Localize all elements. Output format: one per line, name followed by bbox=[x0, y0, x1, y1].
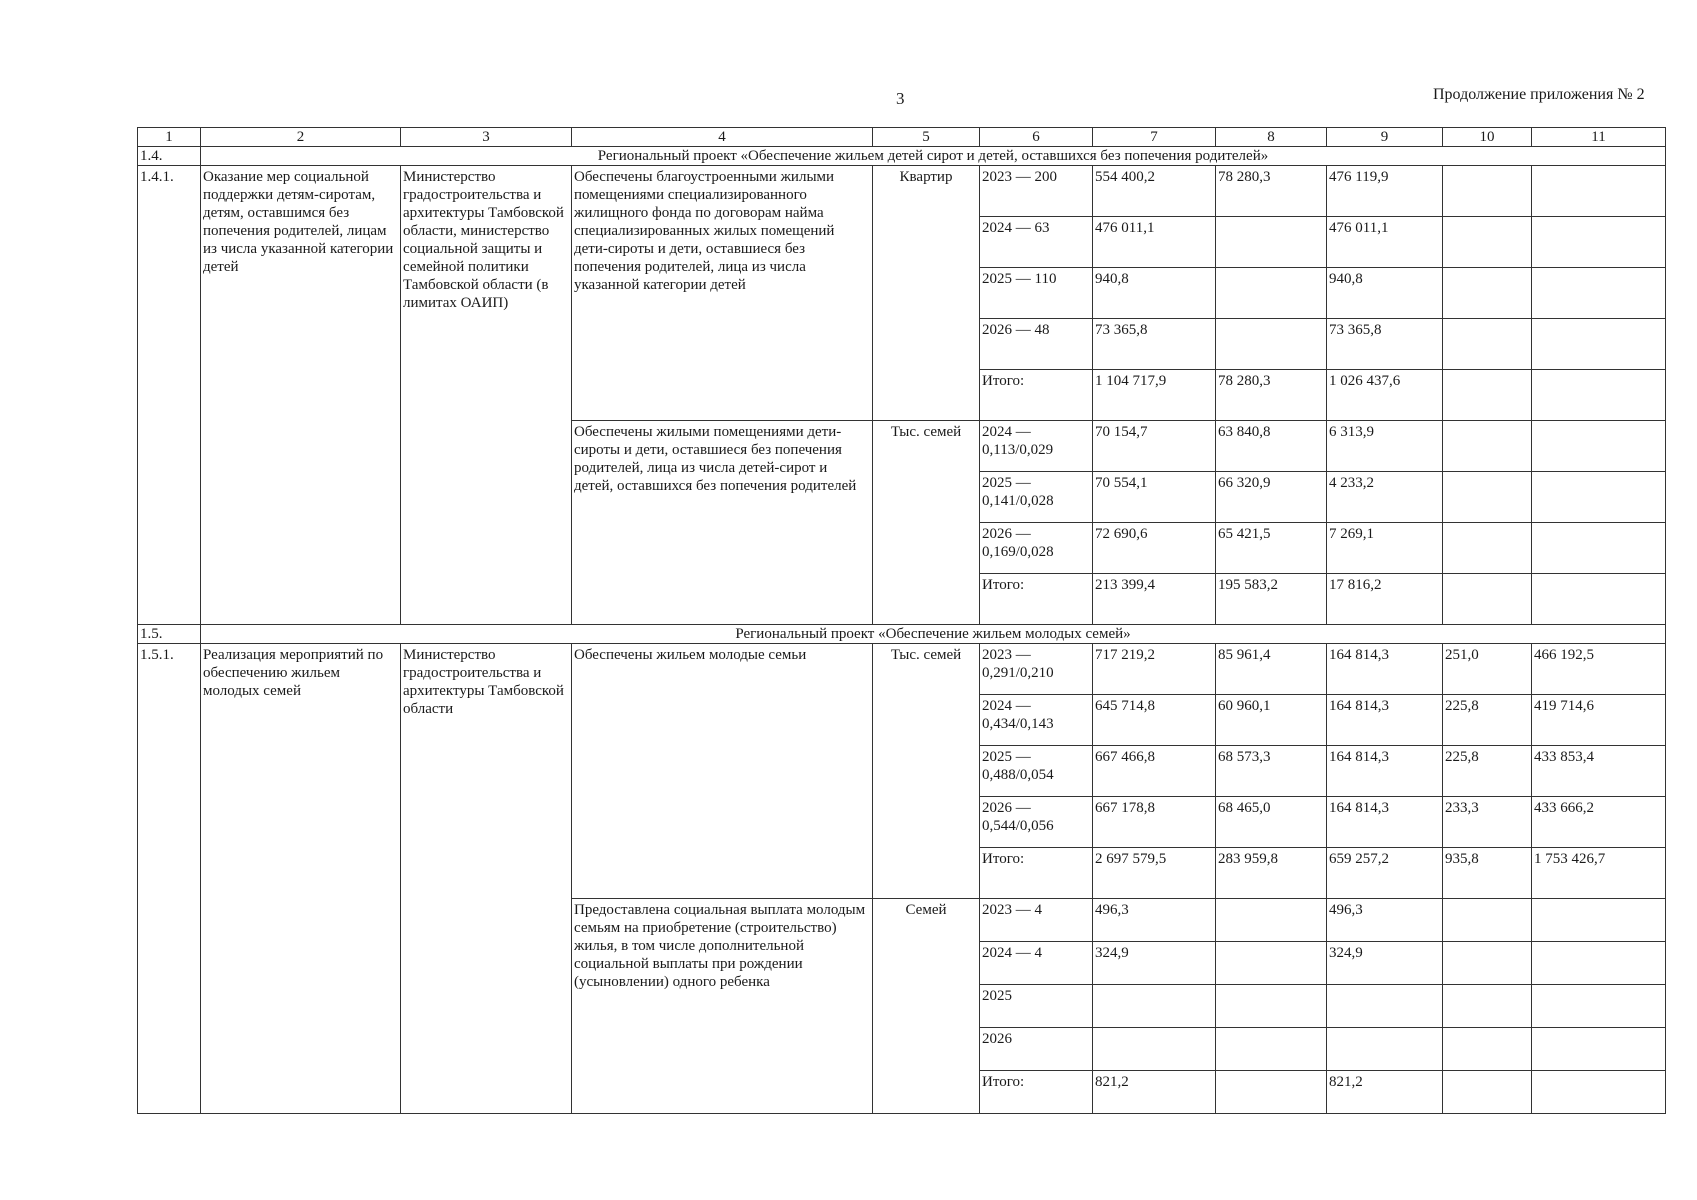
section-number: 1.4. bbox=[138, 147, 201, 166]
cell-c11 bbox=[1532, 421, 1666, 472]
cell-c10 bbox=[1443, 899, 1532, 942]
header-cell: 9 bbox=[1327, 128, 1443, 147]
cell-c10: 225,8 bbox=[1443, 695, 1532, 746]
cell-c11 bbox=[1532, 942, 1666, 985]
cell-c7: 645 714,8 bbox=[1093, 695, 1216, 746]
cell-c6: 2024 — 63 bbox=[980, 217, 1093, 268]
cell-c7: 1 104 717,9 bbox=[1093, 370, 1216, 421]
cell-c7 bbox=[1093, 1028, 1216, 1071]
cell-c10 bbox=[1443, 574, 1532, 625]
header-cell: 1 bbox=[138, 128, 201, 147]
result-description: Обеспечены жильем молодые семьи bbox=[572, 644, 873, 899]
cell-c9: 7 269,1 bbox=[1327, 523, 1443, 574]
cell-c10 bbox=[1443, 523, 1532, 574]
cell-c7: 940,8 bbox=[1093, 268, 1216, 319]
table-row bbox=[138, 644, 1666, 695]
cell-c8 bbox=[1216, 1071, 1327, 1114]
section-number: 1.5. bbox=[138, 625, 201, 644]
cell-c10: 225,8 bbox=[1443, 746, 1532, 797]
cell-c9: 496,3 bbox=[1327, 899, 1443, 942]
cell-c9: 1 026 437,6 bbox=[1327, 370, 1443, 421]
cell-c8: 195 583,2 bbox=[1216, 574, 1327, 625]
cell-c6: 2026 — 0,544/0,056 bbox=[980, 797, 1093, 848]
cell-c9: 324,9 bbox=[1327, 942, 1443, 985]
section-title: Региональный проект «Обеспечение жильем детей сирот и детей, оставшихся без попечения родителей» bbox=[201, 147, 1666, 166]
cell-c8: 65 421,5 bbox=[1216, 523, 1327, 574]
cell-c11: 433 666,2 bbox=[1532, 797, 1666, 848]
cell-c8: 283 959,8 bbox=[1216, 848, 1327, 899]
cell-c9: 73 365,8 bbox=[1327, 319, 1443, 370]
section-title: Региональный проект «Обеспечение жильем молодых семей» bbox=[201, 625, 1666, 644]
cell-c11 bbox=[1532, 523, 1666, 574]
item-name: Реализация мероприятий по обеспечению жильем молодых семей bbox=[201, 644, 401, 1114]
cell-c6: Итого: bbox=[980, 1071, 1093, 1114]
header-cell: 10 bbox=[1443, 128, 1532, 147]
cell-c9: 476 011,1 bbox=[1327, 217, 1443, 268]
cell-c8: 78 280,3 bbox=[1216, 370, 1327, 421]
cell-c7: 476 011,1 bbox=[1093, 217, 1216, 268]
cell-c7: 70 554,1 bbox=[1093, 472, 1216, 523]
appendix-table bbox=[137, 127, 1666, 1114]
unit-of-measure: Семей bbox=[873, 899, 980, 1114]
cell-c9: 164 814,3 bbox=[1327, 746, 1443, 797]
cell-c7: 72 690,6 bbox=[1093, 523, 1216, 574]
cell-c11 bbox=[1532, 268, 1666, 319]
cell-c8 bbox=[1216, 268, 1327, 319]
cell-c6: 2026 — 48 bbox=[980, 319, 1093, 370]
cell-c7 bbox=[1093, 985, 1216, 1028]
cell-c10 bbox=[1443, 1028, 1532, 1071]
cell-c9: 940,8 bbox=[1327, 268, 1443, 319]
cell-c8 bbox=[1216, 899, 1327, 942]
cell-c11 bbox=[1532, 370, 1666, 421]
cell-c6: Итого: bbox=[980, 370, 1093, 421]
executor: Министерство градостроительства и архитектуры Тамбовской области, министерство социальной защиты и семейной политики Тамбовской области (в лимитах ОАИП) bbox=[401, 166, 572, 625]
cell-c8: 63 840,8 bbox=[1216, 421, 1327, 472]
header-cell: 4 bbox=[572, 128, 873, 147]
cell-c9: 4 233,2 bbox=[1327, 472, 1443, 523]
cell-c10 bbox=[1443, 472, 1532, 523]
cell-c10 bbox=[1443, 268, 1532, 319]
section-row bbox=[138, 625, 1666, 644]
cell-c7: 496,3 bbox=[1093, 899, 1216, 942]
cell-c11 bbox=[1532, 574, 1666, 625]
unit-of-measure: Тыс. семей bbox=[873, 644, 980, 899]
cell-c11 bbox=[1532, 319, 1666, 370]
cell-c11 bbox=[1532, 166, 1666, 217]
cell-c7: 324,9 bbox=[1093, 942, 1216, 985]
cell-c9: 6 313,9 bbox=[1327, 421, 1443, 472]
cell-c6: 2025 bbox=[980, 985, 1093, 1028]
header-cell: 6 bbox=[980, 128, 1093, 147]
cell-c10 bbox=[1443, 370, 1532, 421]
cell-c6: 2023 — 0,291/0,210 bbox=[980, 644, 1093, 695]
unit-of-measure: Тыс. семей bbox=[873, 421, 980, 625]
cell-c7: 667 466,8 bbox=[1093, 746, 1216, 797]
cell-c7: 2 697 579,5 bbox=[1093, 848, 1216, 899]
cell-c11: 1 753 426,7 bbox=[1532, 848, 1666, 899]
cell-c8: 68 465,0 bbox=[1216, 797, 1327, 848]
cell-c9: 17 816,2 bbox=[1327, 574, 1443, 625]
cell-c9: 164 814,3 bbox=[1327, 644, 1443, 695]
page-number: 3 bbox=[896, 89, 905, 108]
cell-c7: 821,2 bbox=[1093, 1071, 1216, 1114]
cell-c9: 821,2 bbox=[1327, 1071, 1443, 1114]
cell-c9 bbox=[1327, 985, 1443, 1028]
cell-c9: 164 814,3 bbox=[1327, 695, 1443, 746]
cell-c10 bbox=[1443, 166, 1532, 217]
cell-c9: 476 119,9 bbox=[1327, 166, 1443, 217]
header-cell: 11 bbox=[1532, 128, 1666, 147]
cell-c9 bbox=[1327, 1028, 1443, 1071]
cell-c6: 2023 — 200 bbox=[980, 166, 1093, 217]
cell-c10 bbox=[1443, 985, 1532, 1028]
cell-c6: Итого: bbox=[980, 574, 1093, 625]
cell-c6: 2026 bbox=[980, 1028, 1093, 1071]
cell-c8 bbox=[1216, 319, 1327, 370]
cell-c7: 70 154,7 bbox=[1093, 421, 1216, 472]
cell-c9: 164 814,3 bbox=[1327, 797, 1443, 848]
cell-c11: 433 853,4 bbox=[1532, 746, 1666, 797]
cell-c11 bbox=[1532, 985, 1666, 1028]
cell-c6: 2025 — 0,141/0,028 bbox=[980, 472, 1093, 523]
cell-c10: 935,8 bbox=[1443, 848, 1532, 899]
header-cell: 5 bbox=[873, 128, 980, 147]
cell-c9: 659 257,2 bbox=[1327, 848, 1443, 899]
cell-c8: 85 961,4 bbox=[1216, 644, 1327, 695]
item-number: 1.5.1. bbox=[138, 644, 201, 1114]
column-number-header bbox=[138, 128, 1666, 147]
cell-c10: 251,0 bbox=[1443, 644, 1532, 695]
cell-c8: 68 573,3 bbox=[1216, 746, 1327, 797]
cell-c7: 667 178,8 bbox=[1093, 797, 1216, 848]
cell-c6: 2024 — 0,434/0,143 bbox=[980, 695, 1093, 746]
cell-c11: 419 714,6 bbox=[1532, 695, 1666, 746]
section-row bbox=[138, 147, 1666, 166]
cell-c6: 2023 — 4 bbox=[980, 899, 1093, 942]
cell-c11 bbox=[1532, 472, 1666, 523]
result-description: Предоставлена социальная выплата молодым семьям на приобретение (строительство) жилья, в том числе дополнительной социальной выплаты при рождении (усыновлении) одного ребенка bbox=[572, 899, 873, 1114]
cell-c6: 2024 — 0,113/0,029 bbox=[980, 421, 1093, 472]
cell-c10 bbox=[1443, 942, 1532, 985]
cell-c10 bbox=[1443, 421, 1532, 472]
cell-c6: 2025 — 110 bbox=[980, 268, 1093, 319]
cell-c7: 554 400,2 bbox=[1093, 166, 1216, 217]
cell-c8: 66 320,9 bbox=[1216, 472, 1327, 523]
cell-c8 bbox=[1216, 985, 1327, 1028]
item-number: 1.4.1. bbox=[138, 166, 201, 625]
header-cell: 2 bbox=[201, 128, 401, 147]
cell-c8 bbox=[1216, 217, 1327, 268]
cell-c6: 2024 — 4 bbox=[980, 942, 1093, 985]
cell-c11 bbox=[1532, 1028, 1666, 1071]
cell-c6: 2025 — 0,488/0,054 bbox=[980, 746, 1093, 797]
cell-c8 bbox=[1216, 942, 1327, 985]
item-name: Оказание мер социальной поддержки детям-сиротам, детям, оставшимся без попечения родителей, лицам из числа указанной категории детей bbox=[201, 166, 401, 625]
cell-c10 bbox=[1443, 1071, 1532, 1114]
unit-of-measure: Квартир bbox=[873, 166, 980, 421]
result-description: Обеспечены благоустроенными жилыми помещениями специализированного жилищного фонда по договорам найма специализированных жилых помещений дети-сироты и дети, оставшиеся без попечения родителей, лица из числа указанной категории детей bbox=[572, 166, 873, 421]
cell-c10 bbox=[1443, 319, 1532, 370]
table-row bbox=[138, 166, 1666, 217]
header-cell: 7 bbox=[1093, 128, 1216, 147]
cell-c6: 2026 — 0,169/0,028 bbox=[980, 523, 1093, 574]
cell-c7: 213 399,4 bbox=[1093, 574, 1216, 625]
header-cell: 3 bbox=[401, 128, 572, 147]
continuation-label: Продолжение приложения № 2 bbox=[1433, 86, 1645, 103]
cell-c10: 233,3 bbox=[1443, 797, 1532, 848]
cell-c11: 466 192,5 bbox=[1532, 644, 1666, 695]
result-description: Обеспечены жилыми помещениями дети-сироты и дети, оставшиеся без попечения родителей, лица из числа детей-сирот и детей, оставшихся без попечения родителей bbox=[572, 421, 873, 625]
cell-c6: Итого: bbox=[980, 848, 1093, 899]
cell-c11 bbox=[1532, 899, 1666, 942]
cell-c10 bbox=[1443, 217, 1532, 268]
executor: Министерство градостроительства и архитектуры Тамбовской области bbox=[401, 644, 572, 1114]
cell-c7: 73 365,8 bbox=[1093, 319, 1216, 370]
cell-c11 bbox=[1532, 1071, 1666, 1114]
header-cell: 8 bbox=[1216, 128, 1327, 147]
cell-c8: 78 280,3 bbox=[1216, 166, 1327, 217]
cell-c7: 717 219,2 bbox=[1093, 644, 1216, 695]
cell-c11 bbox=[1532, 217, 1666, 268]
cell-c8 bbox=[1216, 1028, 1327, 1071]
cell-c8: 60 960,1 bbox=[1216, 695, 1327, 746]
